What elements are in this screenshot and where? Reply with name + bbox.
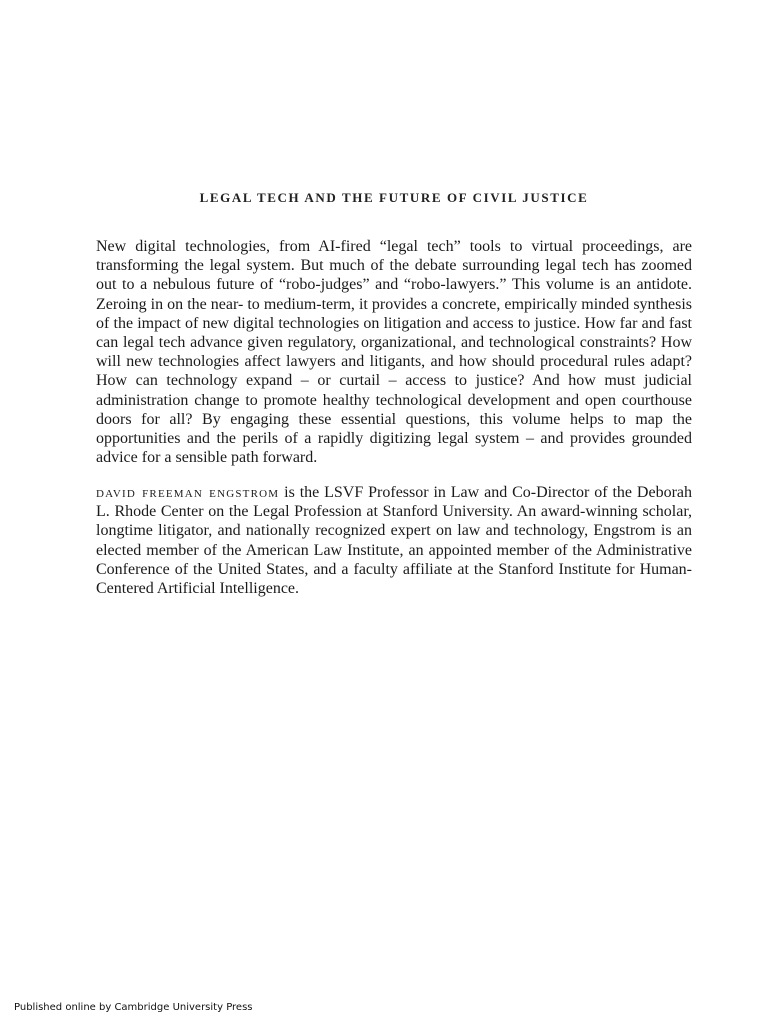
page-title: LEGAL TECH AND THE FUTURE OF CIVIL JUSTICE	[199, 190, 589, 205]
author-bio	[96, 483, 692, 598]
publisher-footer: Published online by Cambridge University Press	[14, 1002, 253, 1013]
book-description: New digital technologies, from AI-fired “legal tech” tools to virtual proceedings, are transforming the legal system. But much of the debate surrounding legal tech has zoomed out to a nebulous future of “robo-judges” and “robo-lawyers.” This volume is an antidote. Zeroing in on the near- to medium-term, it provides a concrete, empirically minded synthesis of the impact of new digital technologies on litigation and access to justice. How far and fast can legal tech advance given regulatory, organizational, and technological constraints? How will new technologies affect lawyers and litigants, and how should procedural rules adapt? How can technology expand – or curtail – access to justice? And how must judicial administration change to promote healthy technological development and open courthouse doors for all? By engaging these essential questions, this volume helps to map the opportunities and the perils of a rapidly digitizing legal system – and provides grounded advice for a sensible path forward.	[96, 238, 692, 467]
author-bio-text: is the LSVF Professor in Law and Co-Director of the Deborah L. Rhode Center on the Legal Profession at Stanford University. An award-winning scholar, longtime litigator, and nationally recognized expert on law and technology, Engstrom is an elected member of the American Law Institute, an appointed member of the Administrative Conference of the United States, and a faculty affiliate at the Stanford Institute for Human-Centered Artificial Intelligence.	[96, 484, 692, 598]
author-name: david freeman engstrom	[96, 484, 280, 501]
